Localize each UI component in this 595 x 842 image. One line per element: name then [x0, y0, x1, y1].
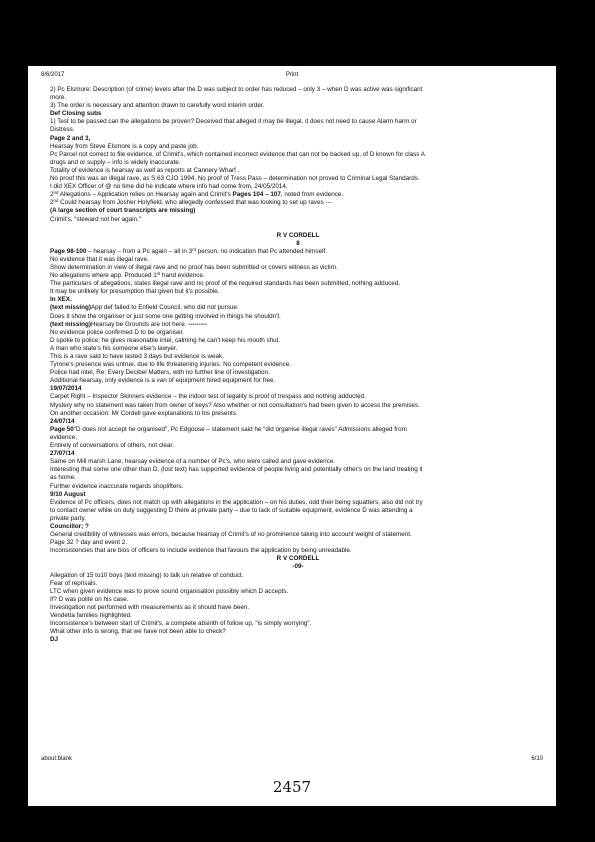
text-line: No proof this was an illegal rave, as S.63 CJO 1994, No proof of Tress Pass – determination not proved to Criminal Legal Standards.: [50, 175, 420, 183]
text-line: Entirely of conversations of others, not clear.: [50, 442, 174, 450]
document-body: [50, 86, 546, 644]
text-line: (text missing)Hearsay be Grounds are not here. ---------: [50, 320, 208, 328]
text-line: It may be unlikely for presumption that given but it's possible.: [50, 288, 220, 296]
text-line: Page 2 and 3,: [50, 134, 91, 142]
print-title: Print: [285, 72, 299, 78]
text-line: Tyrone's presence was untrue, due to life threatening injuries. No competent evidence.: [50, 361, 291, 369]
text-line: Does it show the organiser or just some one getting involved in things he shouldn't.: [50, 312, 281, 320]
print-date: 8/6/2017: [41, 72, 65, 78]
text-line: No evidence police confirmed D to be organiser.: [50, 328, 185, 336]
text-line: 27/07/14: [50, 450, 75, 458]
text-line: Page 32 ? day and event 2.: [50, 539, 128, 547]
text-line: Page 50"D does not accept he organised", Pc Edgoose – statement said he "did organise illegal raves" Admissions alleged from: [50, 425, 407, 433]
text-line: Inconsistencies that are bios of officers to include evidence that favours the application by being unreadable.: [50, 547, 352, 555]
text-line: D spoke to police; he gives reasonable intel, calming he can't keep his mouth shut.: [50, 336, 281, 344]
text-line: 19/07/2014: [50, 385, 82, 393]
text-line: Interesting that some one other than D, (lost text) has supported evidence of people living and potentially other's on the land treating it: [50, 466, 423, 474]
text-line: R V CORDELL: [276, 231, 320, 239]
text-line: 2) Pc Elsmore: Description (of crime) levels after the D was subject to order has reduced – only 3 – when D was active was significant: [50, 86, 423, 93]
text-line: Evidence of Pc officers, does not match up with allegations in the application – on his duties, odd their being squatters, also did not try: [50, 498, 423, 506]
text-line: Fear of reprisals.: [50, 579, 98, 587]
text-line: evidence,: [50, 433, 77, 441]
text-line: Carpet Right – Inspector Skinners evidence – the indoor test of legality is proof of trespass and nothing adducted.: [50, 393, 366, 401]
text-line: more.: [50, 94, 67, 102]
text-line: Show determination in view of illegal rave and no proof has been submitted or covers witness as victim.: [50, 263, 338, 271]
text-line: Police had intel, Re: Every Decibel Matters, with no further line of investigation.: [50, 369, 270, 377]
text-line: General credibility of witnesses was errors, because hearsay of Crimit's of no prominence taking into account weight of statement.: [50, 531, 412, 539]
text-line: (A large section of court transcripts are missing): [50, 207, 196, 215]
text-line: Page 98-100 – hearsay – from a Pc again – all in 3rd person, no indication that Pc attended himself.: [50, 246, 327, 255]
text-line: Totality of evidence is hearsay as well as reports at Cannery Wharf .: [50, 166, 240, 174]
document-page: [28, 66, 556, 806]
text-line: What other info is wrong, that we have not been able to check?: [50, 628, 226, 636]
text-line: If? D was polite on his case.: [50, 595, 129, 603]
text-line: Mystery why no statement was taken from owner of keys? Also whether or not consultation's had been given to access the premises.: [50, 401, 420, 409]
text-line: 9/10 August: [50, 490, 86, 498]
text-line: Further evidence inaccurate regards shoplifters.: [50, 482, 184, 490]
text-line: On another occasion: Mr Cordell gave explanations to his presents.: [50, 409, 238, 417]
text-line: This is a rave said to have lasted 3 days but evidence is weak.: [50, 353, 224, 360]
text-line: Additional hearsay, only evidence is a van of equipment hired equipment for free.: [50, 377, 276, 385]
text-line: R V CORDELL: [276, 555, 320, 563]
footer-url: about:blank: [41, 756, 73, 762]
text-line: Investigation not performed with measurements as it should have been.: [50, 603, 250, 611]
text-line: The particulars of allegations, states illegal rave and no proof of the required standards has been submitted, nothing adduced.: [50, 280, 401, 288]
text-line: [50, 224, 546, 232]
text-line: private party.: [50, 514, 86, 522]
footer-page-count: 6/10: [531, 756, 543, 762]
text-line: drugs and or supply – info is widely inaccurate.: [50, 158, 181, 166]
text-line: DJ: [50, 636, 59, 644]
text-line: as home.: [50, 474, 76, 482]
text-line: Crimit's, "steward not her again.": [50, 215, 142, 223]
text-line: -09-: [292, 563, 304, 571]
text-line: No allegations where app. Produced 1st hand evidence.: [50, 271, 205, 280]
text-line: No evidence that it was illegal rave.: [50, 255, 149, 263]
text-line: Hearsay from Steve Elsmore is a copy and paste job.: [50, 142, 199, 150]
text-line: 2nd Could hearsay from Josher Holyfield, who allegedly confessed that was looking to set up raves ---: [50, 198, 332, 207]
text-line: Pc Parcel not correct to file evidence, of Crimit's, which contained incorrect evidence that can not be backed up, of D known for class A: [50, 150, 426, 158]
print-header: [41, 72, 543, 82]
text-line: (text missing)App def failed to Enfield Council, who did not pursue.: [50, 304, 239, 312]
text-line: In XEX.: [50, 296, 72, 304]
text-line: A man who state's his someone else's lawyer.: [50, 344, 178, 352]
text-line: to contact owner while on duty suggesting D there at private party – due to lack of suitable equipment, evidence D was attending a: [50, 506, 413, 514]
text-line: 8: [296, 239, 300, 247]
text-line: Vendetta families highlighted.: [50, 612, 132, 619]
text-line: 24/07/14: [50, 417, 75, 425]
text-line: 2nd Allegations – Application relies on Hearsay again and Crimit's Pages 104 – 107, noted from evidence.: [50, 190, 344, 199]
text-line: Allegation of 15 to10 boys (text missing) to talk un relative of conduct.: [50, 571, 244, 579]
text-line: Distress.: [50, 126, 75, 134]
text-line: Councillor; ?: [50, 522, 89, 530]
text-line: LTC when given evidence was to prove sound organisation possibly which D accepts.: [50, 587, 289, 595]
text-line: 3) The order is necessary and attention drawn to carefully word interim order.: [50, 102, 265, 110]
text-line: Same on Mill marsh Lane, hearsay evidence of a number of Pc's, who were called and gave evidence.: [50, 458, 336, 466]
text-line: 1) Test to be passed can the allegations be proven? Deceived that alleged it may be illegal, it does not need to cause Alarm harm or: [50, 118, 417, 126]
text-line: Def Closing subs: [50, 110, 102, 118]
text-line: Inconsistence's between start of Crimit's, a complete absinth of follow up, "is simply worrying".: [50, 620, 312, 628]
text-line: I did XEX Officer of @ no time did he indicate where info had come from, 24/05/2014.: [50, 183, 288, 191]
bundle-page-number: 2457: [272, 778, 312, 796]
